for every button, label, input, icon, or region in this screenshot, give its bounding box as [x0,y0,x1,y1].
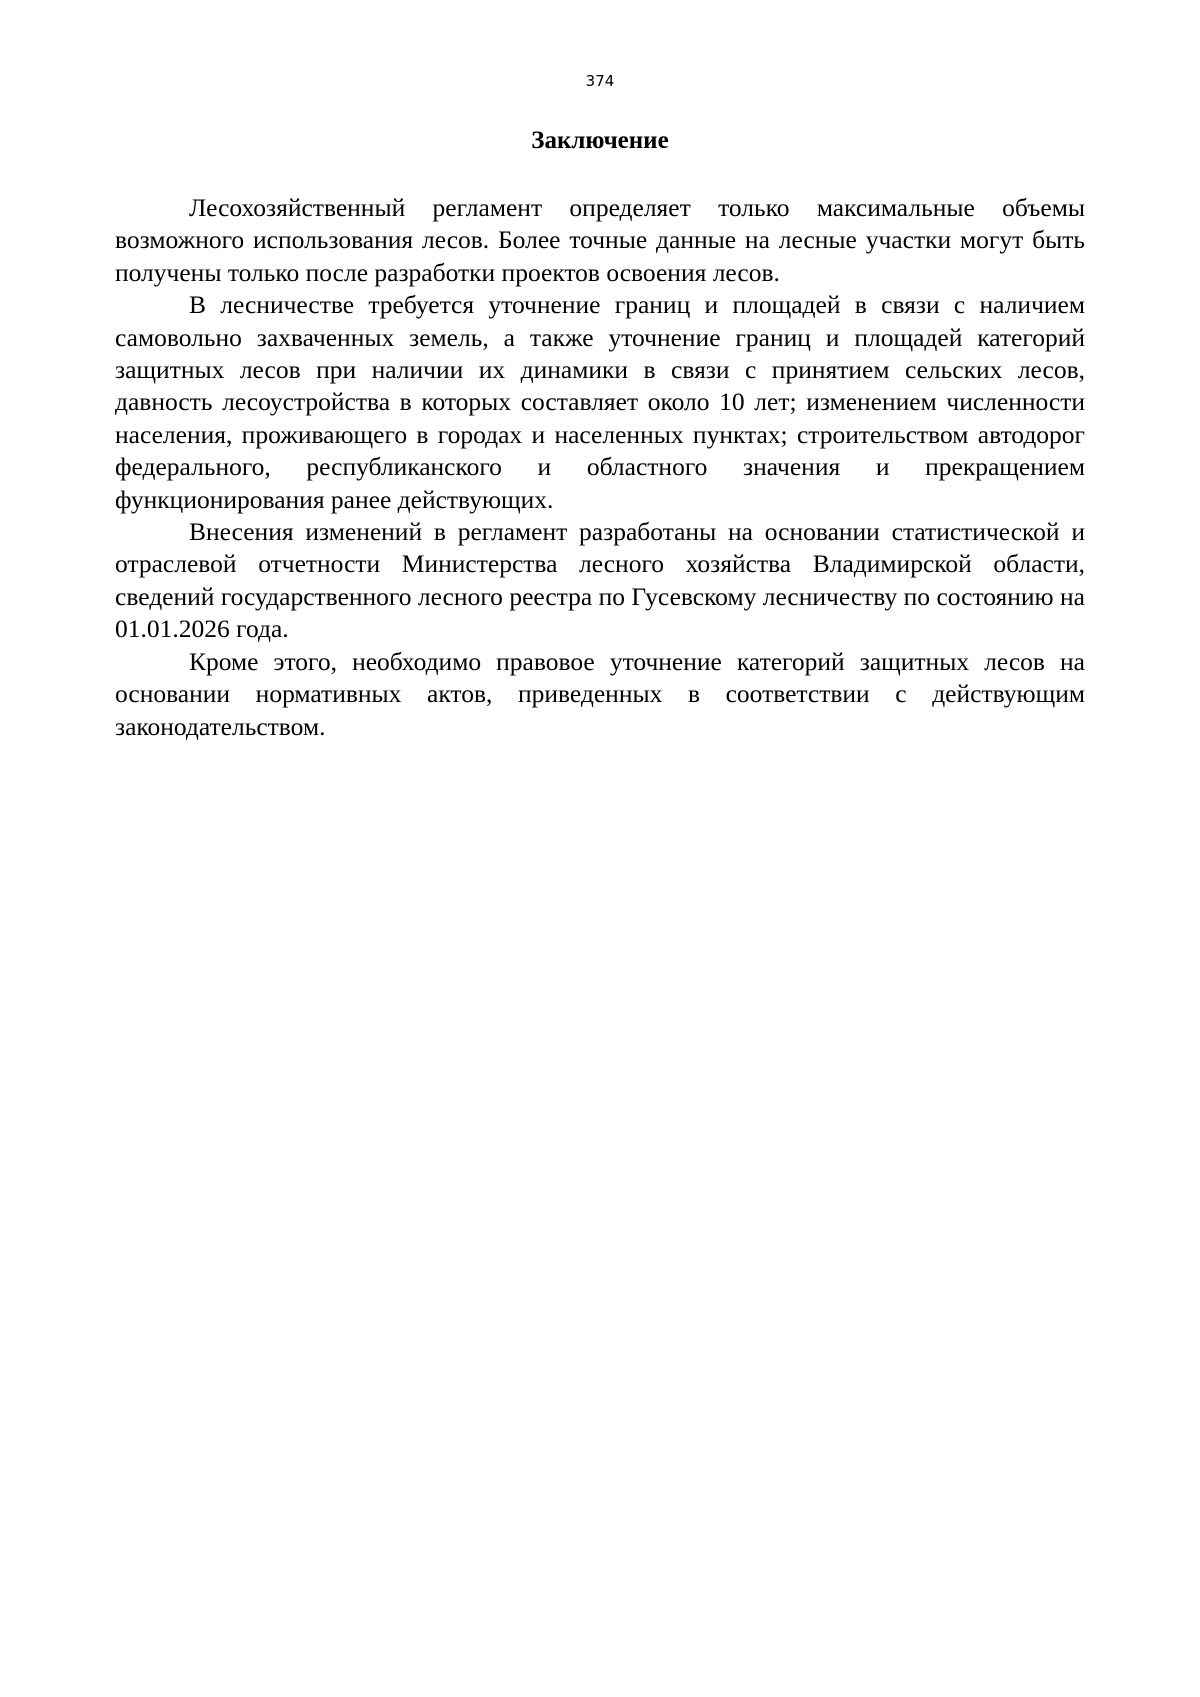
body-text [115,192,1085,743]
paragraph: В лесничестве требуется уточнение границ и площадей в связи с наличием самовольно захваченных земель, а также уточнение границ и площадей категорий защитных лесов при наличии их динамики в связи с принятием сельских лесов, давность лесоустройства в которых составляет около 10 лет; изменением численности населения, проживающего в городах и населенных пунктах; строительством автодорог федерального, республиканского и областного значения и прекращением функционирования ранее действующих. [115,290,1085,514]
page-number: 374 [585,72,615,90]
paragraph: Внесения изменений в регламент разработаны на основании статистической и отраслевой отчетности Министерства лесного хозяйства Владимирской области, сведений государственного лесного реестра по Гусевскому лесничеству по состоянию на 01.01.2026 года. [115,517,1085,644]
paragraph: Кроме этого, необходимо правовое уточнение категорий защитных лесов на основании нормативных актов, приведенных в соответствии с действующим законодательством. [115,646,1085,741]
section-title: Заключение [531,127,669,154]
paragraph: Лесохозяйственный регламент определяет только максимальные объемы возможного использования лесов. Более точные данные на лесные участки могут быть получены только после разработки проектов освоения лесов. [115,193,1085,287]
